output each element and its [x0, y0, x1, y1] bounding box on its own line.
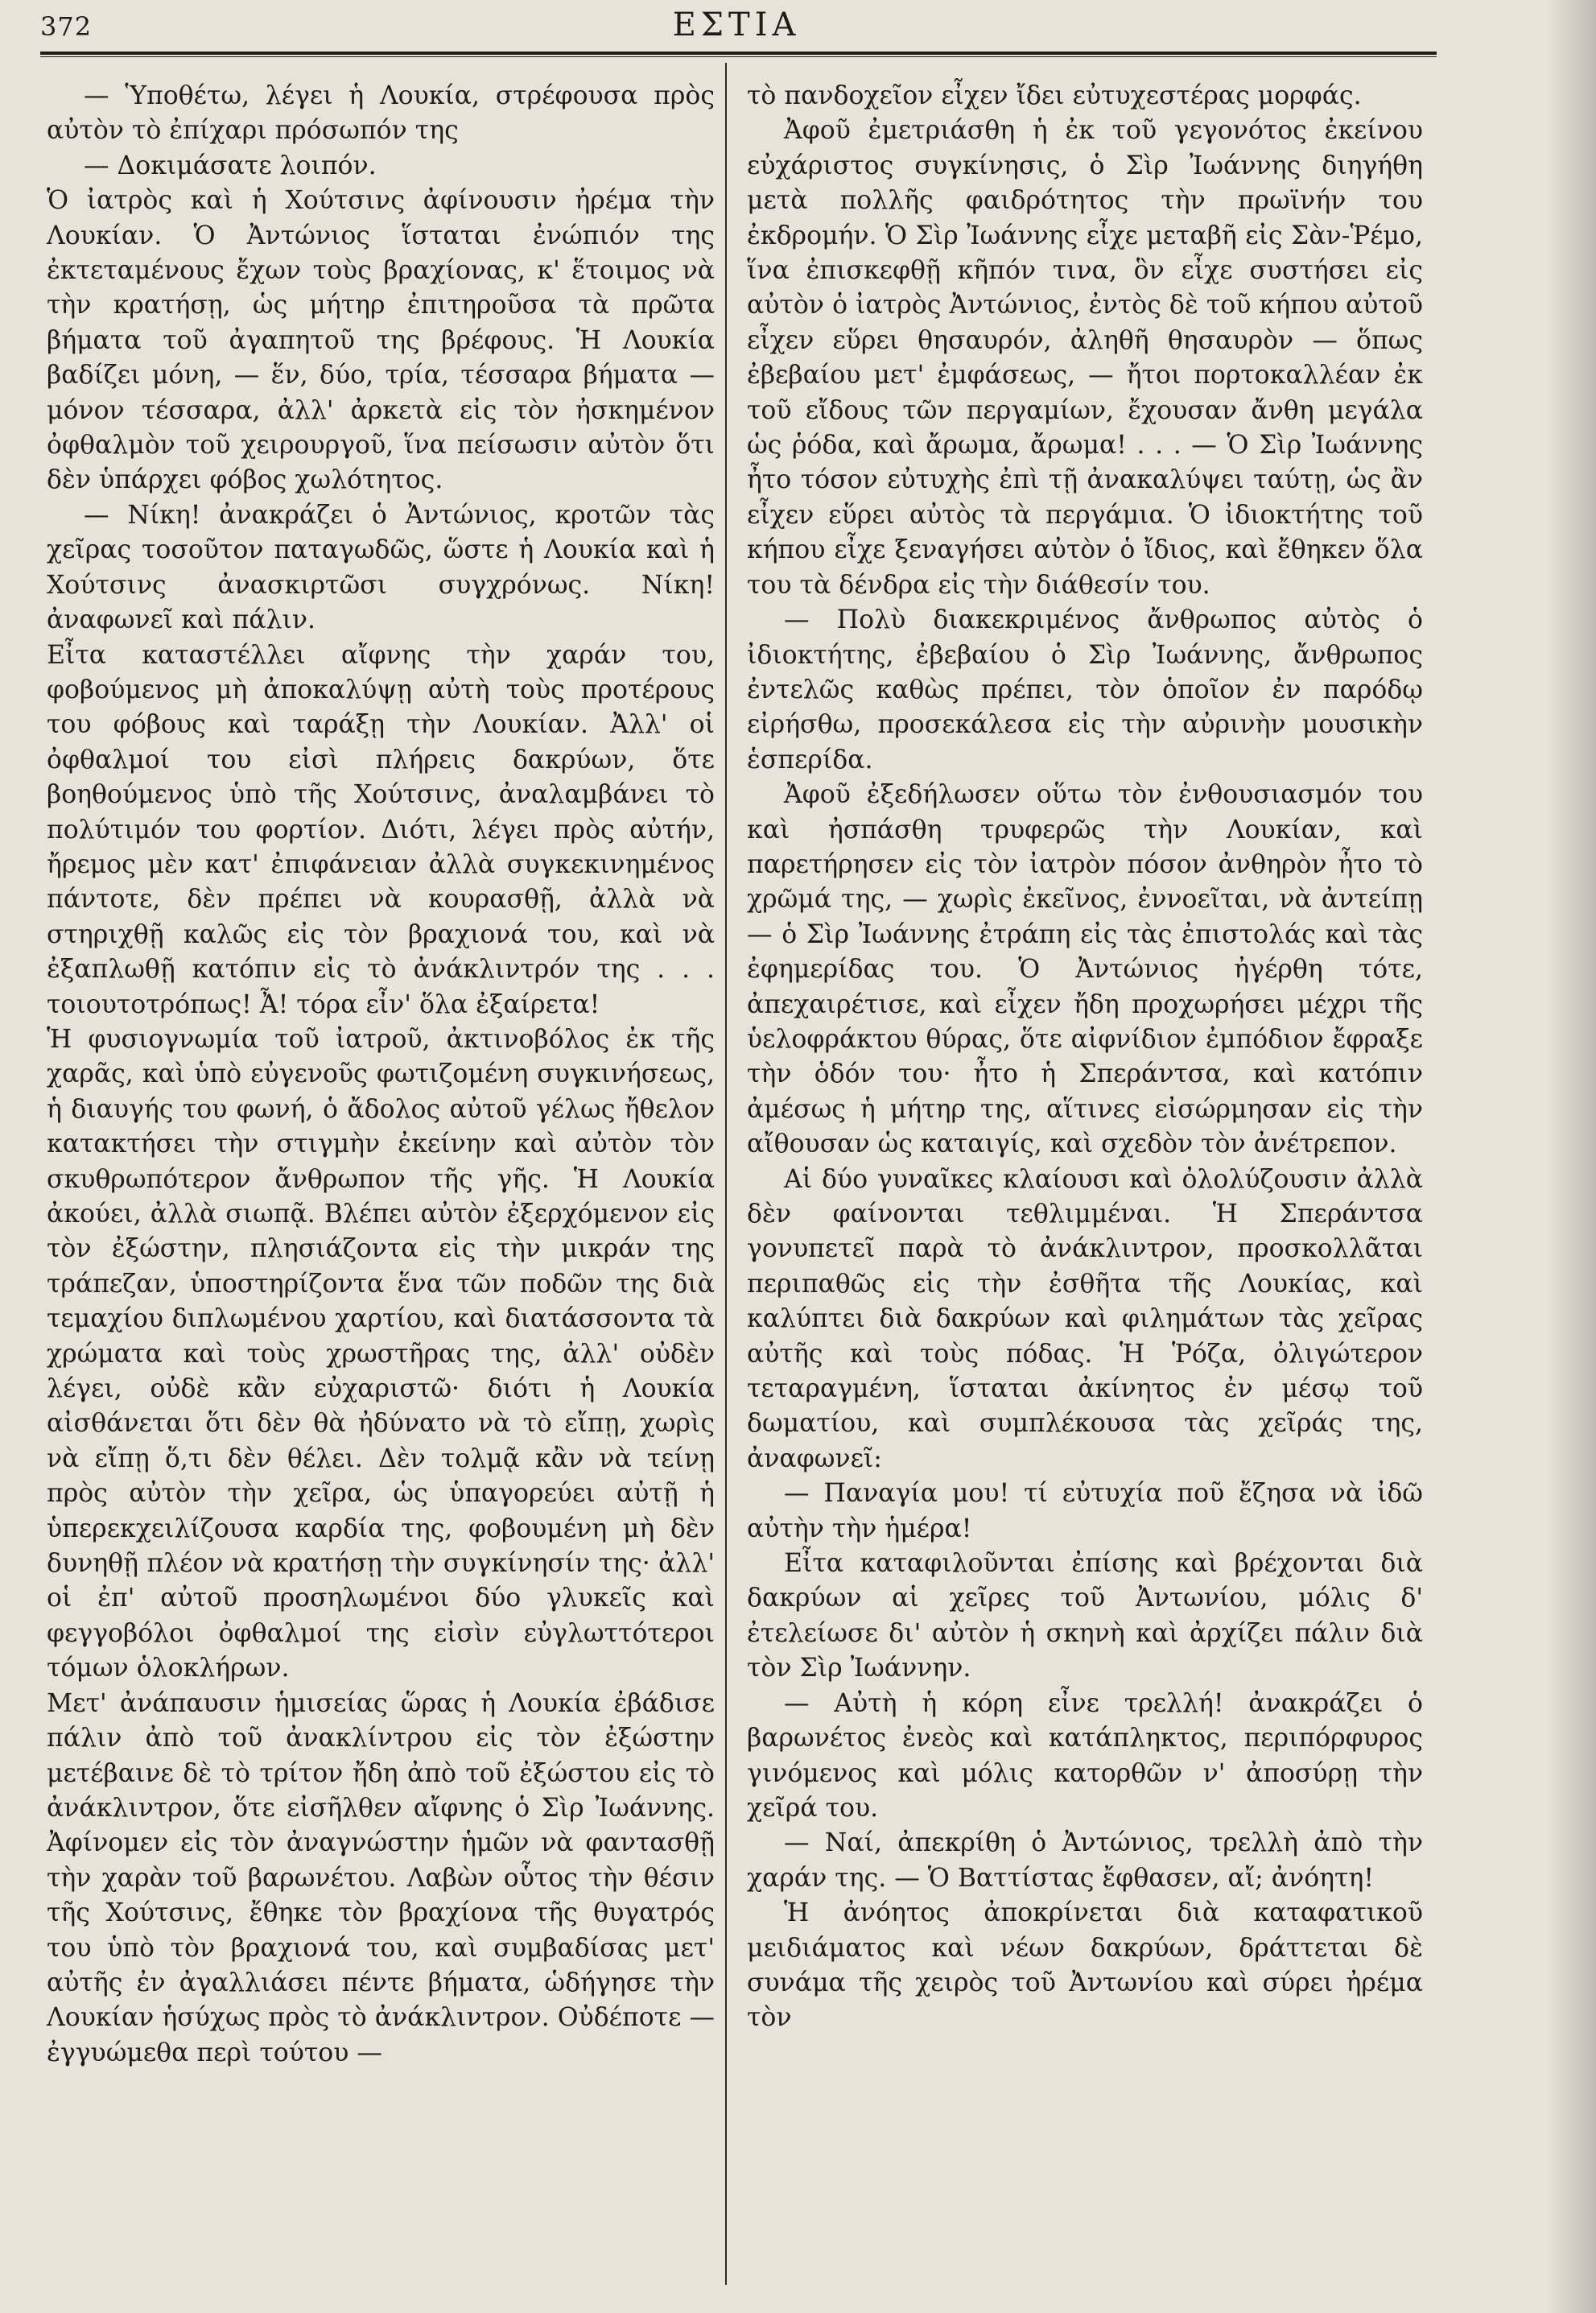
paragraph: τὸ πανδοχεῖον εἶχεν ἴδει εὐτυχεστέρας μορφάς. — [747, 81, 1362, 110]
right-column — [747, 79, 1423, 2036]
page-number: 372 — [40, 11, 93, 42]
page-edge-shadow — [1548, 0, 1596, 2313]
left-column — [47, 79, 715, 2071]
paragraph: Ἀφοῦ ἐξεδήλωσεν οὕτω τὸν ἐνθουσιασμόν του καὶ ἠσπάσθη τρυφερῶς τὴν Λουκίαν, καὶ παρετήρησεν εἰς τὸν ἰατρὸν πόσον ἀνθηρὸν ἦτο τὸ χρῶμά της, — χωρὶς ἐκεῖνος, ἐννοεῖται, νὰ ἀντείπῃ — ὁ Σὶρ Ἰωάννης ἐτράπη εἰς τὰς ἐπιστολάς καὶ τὰς ἐφημερίδας του. Ὁ Ἀντώνιος ἠγέρθη τότε, ἀπεχαιρέτισε, καὶ εἶχεν ἤδη προχωρήσει μέχρι τῆς ὑελοφράκτου θύρας, ὅτε αἰφνίδιον ἐμπόδιον ἔφραξε τὴν ὁδόν του· ἦτο ἡ Σπεράντσα, καὶ κατόπιν ἀμέσως ἡ μήτηρ της, αἵτινες εἰσώρμησαν εἰς τὴν αἴθουσαν ὡς καταιγίς, καὶ σχεδὸν τὸν ἀνέτρεπον. — [747, 780, 1423, 1159]
paragraph: — Παναγία μου! τί εὐτυχία ποῦ ἔζησα νὰ ἰδῶ αὐτὴν τὴν ἡμέρα! — [747, 1479, 1423, 1543]
page-header — [40, 0, 1433, 50]
paragraph: — Ὑποθέτω, λέγει ἡ Λουκία, στρέφουσα πρὸς αὐτὸν τὸ ἐπίχαρι πρόσωπόν της — [47, 81, 715, 146]
header-rule-thin — [40, 56, 1437, 57]
journal-title: ΕΣΤΙΑ — [672, 6, 801, 43]
paragraph: Ἀφοῦ ἐμετριάσθη ἡ ἐκ τοῦ γεγονότος ἐκείνου εὐχάριστος συγκίνησις, ὁ Σὶρ Ἰωάννης διηγήθη μετὰ πολλῆς φαιδρότητος τὴν πρωϊνήν του ἐκδρομήν. Ὁ Σὶρ Ἰωάννης εἶχε μεταβῆ εἰς Σὰν-Ῥέμο, ἵνα ἐπισκεφθῇ κῆπόν τινα, ὃν εἶχε συστήσει εἰς αὐτὸν ὁ ἰατρὸς Ἀντώνιος, ἐντὸς δὲ τοῦ κήπου αὐτοῦ εἶχεν εὕρει θησαυρόν, ἀληθῆ θησαυρὸν — ὅπως ἐβεβαίου μετ' ἐμφάσεως, — ἤτοι πορτοκαλλέαν ἐκ τοῦ εἴδους τῶν περγαμίων, ἔχουσαν ἄνθη μεγάλα ὡς ῥόδα, καὶ ἄρωμα, ἄρωμα! . . . — Ὁ Σὶρ Ἰωάννης ἦτο τόσον εὐτυχὴς ἐπὶ τῇ ἀνακαλύψει ταύτῃ, ὡς ἂν εἶχεν εὕρει αὐτὸς τὰ περγάμια. Ὁ ἰδιοκτήτης τοῦ κήπου εἶχε ξεναγήσει αὐτὸν ὁ ἴδιος, καὶ ἔθηκεν ὅλα του τὰ δένδρα εἰς τὴν διάθεσίν του. — [747, 116, 1423, 600]
paragraph: Αἱ δύο γυναῖκες κλαίουσι καὶ ὀλολύζουσιν ἀλλὰ δὲν φαίνονται τεθλιμμέναι. Ἡ Σπεράντσα γονυπετεῖ παρὰ τὸ ἀνάκλιντρον, προσκολλᾶται περιπαθῶς εἰς τὴν ἐσθῆτα τῆς Λουκίας, καὶ καλύπτει διὰ δακρύων καὶ φιλημάτων τὰς χεῖρας αὐτῆς καὶ τοὺς πόδας. Ἡ Ῥόζα, ὀλιγώτερον τεταραγμένη, ἵσταται ἀκίνητος ἐν μέσῳ τοῦ δωματίου, καὶ συμπλέκουσα τὰς χεῖράς της, ἀναφωνεῖ: — [747, 1164, 1423, 1473]
paragraph: — Πολὺ διακεκριμένος ἄνθρωπος αὐτὸς ὁ ἰδιοκτήτης, ἐβεβαίου ὁ Σὶρ Ἰωάννης, ἄνθρωπος ἐντελῶς καθὼς πρέπει, τὸν ὁποῖον ἐν παρόδῳ εἰρήσθω, προσεκάλεσα εἰς τὴν αὐρινὴν μουσικὴν ἑσπερίδα. — [747, 605, 1423, 774]
paragraph: Εἶτα καταστέλλει αἴφνης τὴν χαράν του, φοβούμενος μὴ ἀποκαλύψῃ αὐτὴ τοὺς προτέρους του φόβους καὶ ταράξῃ τὴν Λουκίαν. Ἀλλ' οἱ ὀφθαλμοί του εἰσὶ πλήρεις δακρύων, ὅτε βοηθούμενος ὑπὸ τῆς Χούτσινς, ἀναλαμβάνει τὸ πολύτιμόν του φορτίον. Διότι, λέγει πρὸς αὐτήν, ἤρεμος μὲν κατ' ἐπιφάνειαν ἀλλὰ συγκεκινημένος πάντοτε, δὲν πρέπει νὰ κουρασθῇ, ἀλλὰ νὰ στηριχθῇ καλῶς εἰς τὸν βραχιονά του, καὶ νὰ ἐξαπλωθῇ κατόπιν εἰς τὸ ἀνάκλιντρόν της . . . τοιουτοτρόπως! Ἆ! τόρα εἶν' ὅλα ἐξαίρετα! — [47, 640, 715, 1019]
header-rule — [40, 52, 1437, 55]
paragraph: — Ναί, ἀπεκρίθη ὁ Ἀντώνιος, τρελλὴ ἀπὸ τὴν χαράν της. — Ὁ Βαττίστας ἔφθασεν, αἴ; ἀνόητη! — [747, 1828, 1423, 1893]
paragraph: Εἶτα καταφιλοῦνται ἐπίσης καὶ βρέχονται διὰ δακρύων αἱ χεῖρες τοῦ Ἀντωνίου, μόλις δ' ἐτελείωσε δι' αὐτὸν ἡ σκηνὴ καὶ ἀρχίζει πάλιν διὰ τὸν Σὶρ Ἰωάννην. — [747, 1549, 1423, 1683]
paragraph: Μετ' ἀνάπαυσιν ἡμισείας ὥρας ἡ Λουκία ἐβάδισε πάλιν ἀπὸ τοῦ ἀνακλίντρου εἰς τὸν ἐξώστην μετέβαινε δὲ τὸ τρίτον ἤδη ἀπὸ τοῦ ἐξώστου εἰς τὸ ἀνάκλιντρον, ὅτε εἰσῆλθεν αἴφνης ὁ Σὶρ Ἰωάννης. Ἀφίνομεν εἰς τὸν ἀναγνώστην ἡμῶν νὰ φαντασθῇ τὴν χαρὰν τοῦ βαρωνέτου. Λαβὼν οὗτος τὴν θέσιν τῆς Χούτσινς, ἔθηκε τὸν βραχίονα τῆς θυγατρός του ὑπὸ τὸν βραχιονά του, καὶ συμβαδίσας μετ' αὐτῆς ἐν ἀγαλλιάσει πέντε βήματα, ὡδήγησε τὴν Λουκίαν ἡσύχως πρὸς τὸ ἀνάκλιντρον. Οὐδέποτε — ἐγγυώμεθα περὶ τούτου — — [47, 1688, 715, 2067]
paragraph: — Αὐτὴ ἡ κόρη εἶνε τρελλή! ἀνακράζει ὁ βαρωνέτος ἐνεὸς καὶ κατάπληκτος, περιπόρφυρος γινόμενος καὶ μόλις κατορθῶν ν' ἀποσύρῃ τὴν χεῖρά του. — [747, 1688, 1423, 1823]
paragraph: Ἡ ἀνόητος ἀποκρίνεται διὰ καταφατικοῦ μειδιάματος καὶ νέων δακρύων, δράττεται δὲ συνάμα τῆς χειρὸς τοῦ Ἀντωνίου καὶ σύρει ἠρέμα τὸν — [747, 1898, 1423, 2033]
column-divider — [725, 63, 727, 2285]
paragraph: Ὁ ἰατρὸς καὶ ἡ Χούτσινς ἀφίνουσιν ἠρέμα τὴν Λουκίαν. Ὁ Ἀντώνιος ἵσταται ἐνώπιόν της ἐκτεταμένους ἔχων τοὺς βραχίονας, κ' ἕτοιμος νὰ τὴν κρατήσῃ, ὡς μήτηρ ἐπιτηροῦσα τὰ πρῶτα βήματα τοῦ ἀγαπητοῦ της βρέφους. Ἡ Λουκία βαδίζει μόνη, — ἕν, δύο, τρία, τέσσαρα βήματα — μόνον τέσσαρα, ἀλλ' ἀρκετὰ εἰς τὸν ἠσκημένον ὀφθαλμὸν τοῦ χειρουργοῦ, ἵνα πείσωσιν αὐτὸν ὅτι δὲν ὑπάρχει φόβος χωλότητος. — [47, 186, 715, 495]
paragraph: — Δοκιμάσατε λοιπόν. — [84, 151, 377, 180]
paragraph: Ἡ φυσιογνωμία τοῦ ἰατροῦ, ἀκτινοβόλος ἐκ τῆς χαρᾶς, καὶ ὑπὸ εὐγενοῦς φωτιζομένη συγκινήσεως, ἡ διαυγής του φωνή, ὁ ἄδολος αὐτοῦ γέλως ἤθελον κατακτήσει τὴν στιγμὴν ἐκείνην καὶ αὐτὸν τὸν σκυθρωπότερον ἄνθρωπον τῆς γῆς. Ἡ Λουκία ἀκούει, ἀλλὰ σιωπᾷ. Βλέπει αὐτὸν ἐξερχόμενον εἰς τὸν ἐξώστην, πλησιάζοντα εἰς τὴν μικράν της τράπεζαν, ὑποστηρίζοντα ἕνα τῶν ποδῶν της διὰ τεμαχίου διπλωμένου χαρτίου, καὶ διατάσσοντα τὰ χρώματα καὶ τοὺς χρωστῆρας της, ἀλλ' οὐδὲν λέγει, οὐδὲ κἂν εὐχαριστῶ· διότι ἡ Λουκία αἰσθάνεται ὅτι δὲν θὰ ἠδύνατο νὰ τὸ εἴπῃ, χωρὶς νὰ εἴπῃ ὅ,τι δὲν θέλει. Δὲν τολμᾷ κἂν νὰ τείνῃ πρὸς αὐτὸν τὴν χεῖρα, ὡς ὑπαγορεύει αὐτῇ ἡ ὑπερεκχειλίζουσα καρδία της, φοβουμένη μὴ δὲν δυνηθῇ πλέον νὰ κρατήσῃ τὴν συγκίνησίν της· ἀλλ' οἱ ἐπ' αὐτοῦ προσηλωμένοι δύο γλυκεῖς καὶ φεγγοβόλοι ὀφθαλμοί της εἰσὶν εὐγλωττότεροι τόμων ὁλοκλήρων. — [47, 1024, 715, 1683]
paragraph: — Νίκη! ἀνακράζει ὁ Ἀντώνιος, κροτῶν τὰς χεῖρας τοσοῦτον παταγωδῶς, ὥστε ἡ Λουκία καὶ ἡ Χούτσινς ἀνασκιρτῶσι συγχρόνως. Νίκη! ἀναφωνεῖ καὶ πάλιν. — [47, 500, 715, 635]
